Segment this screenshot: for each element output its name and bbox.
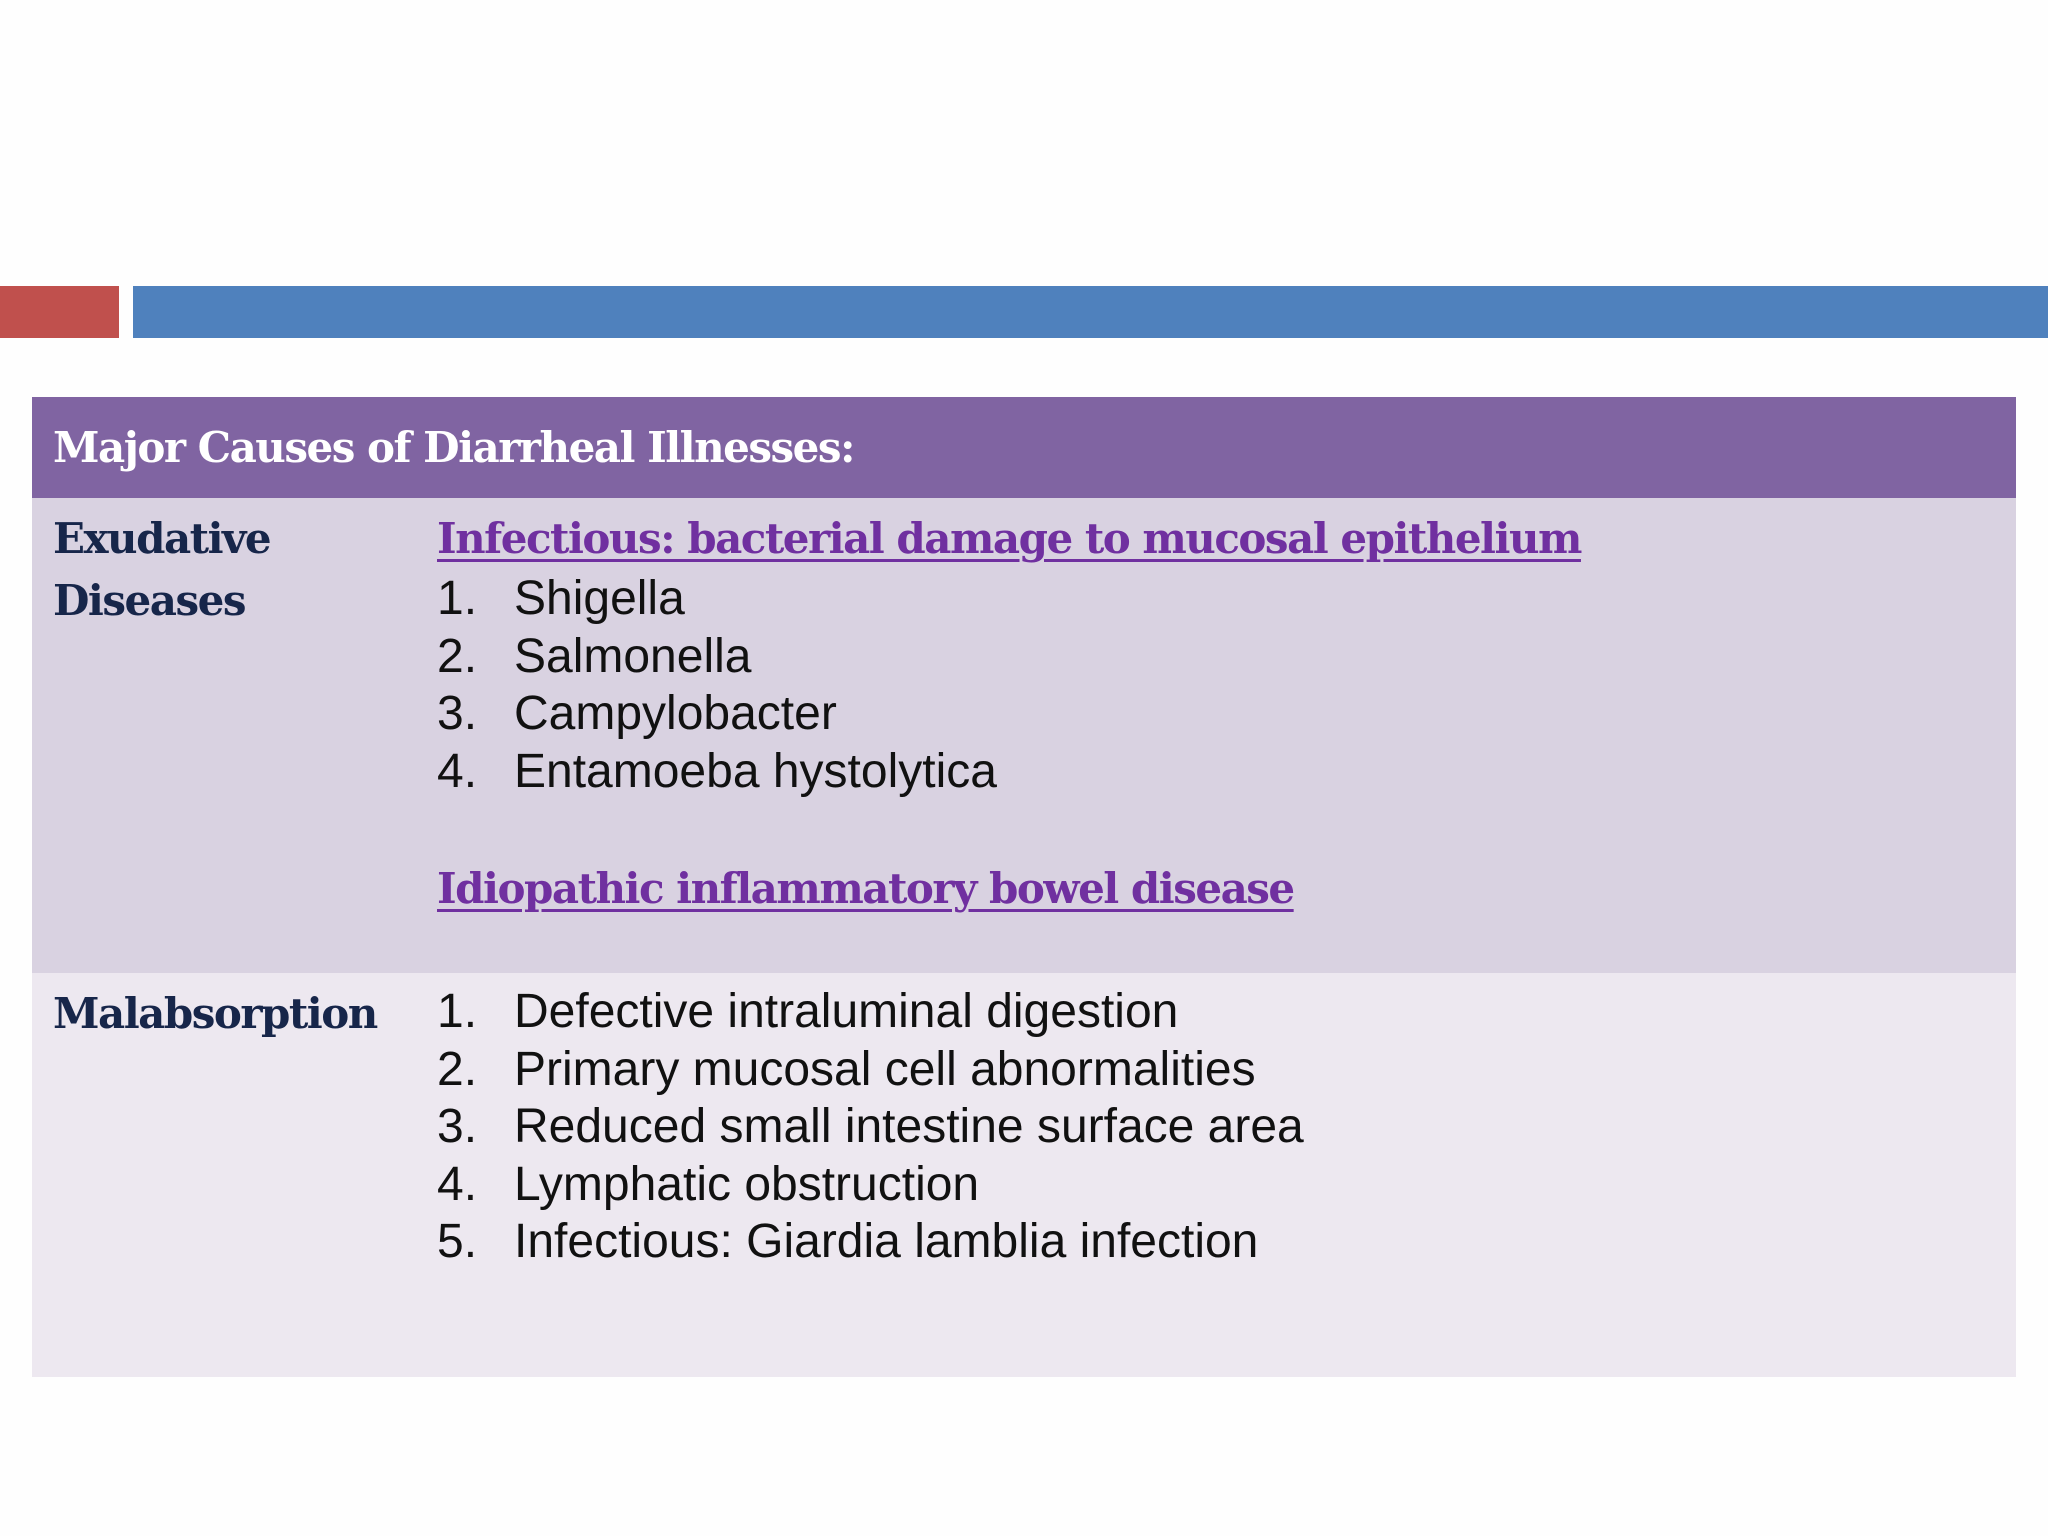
list-item [437, 570, 1581, 628]
table-header [32, 397, 2016, 498]
list-item-text: Entamoeba hystolytica [514, 744, 997, 798]
section-heading-infectious: Infectious: bacterial damage to mucosal epithelium [437, 514, 1581, 563]
accent-bar-red [0, 286, 119, 338]
list-item-text: Salmonella [514, 629, 752, 683]
list-item-text: Reduced small intestine surface area [514, 1100, 1304, 1153]
spacer [437, 800, 1581, 858]
row-label-malabsorption: Malabsorption [53, 989, 377, 1038]
list-item [437, 1098, 1304, 1156]
infectious-list [437, 570, 1581, 800]
list-item-text: Primary mucosal cell abnormalities [514, 1042, 1256, 1096]
list-item [437, 685, 1581, 743]
list-item [437, 983, 1304, 1041]
list-item-number: 3. [437, 1100, 478, 1153]
list-item-number: 5. [437, 1215, 478, 1268]
list-item-number: 4. [437, 744, 478, 798]
causes-table [32, 397, 2016, 1377]
accent-bar-blue [133, 286, 2048, 338]
list-item-number: 1. [437, 985, 478, 1038]
table-row-malabsorption [32, 973, 2016, 1377]
list-item [437, 743, 1581, 801]
list-item [437, 628, 1581, 686]
row-label-exudative: Exudative Diseases [53, 514, 271, 625]
list-item-number: 1. [437, 572, 478, 625]
row-content-malabsorption [437, 983, 1304, 1271]
list-item [437, 1156, 1304, 1214]
list-item-text: Campylobacter [514, 687, 837, 740]
list-item-text: Infectious: Giardia lamblia infection [514, 1215, 1259, 1268]
list-item [437, 1213, 1304, 1271]
list-item-text: Shigella [514, 572, 685, 625]
list-item-number: 3. [437, 687, 478, 740]
table-row-exudative [32, 498, 2016, 973]
list-item-number: 2. [437, 1042, 478, 1096]
table-title: Major Causes of Diarrheal Illnesses: [53, 423, 855, 472]
list-item-number: 4. [437, 1157, 478, 1211]
list-item-text: Defective intraluminal digestion [514, 985, 1179, 1038]
list-item [437, 1041, 1304, 1099]
malabsorption-list [437, 983, 1304, 1271]
list-item-text: Lymphatic obstruction [514, 1157, 980, 1211]
list-item-number: 2. [437, 629, 478, 683]
row-content-exudative [437, 508, 1581, 920]
section-heading-idiopathic: Idiopathic inflammatory bowel disease [437, 864, 1294, 913]
